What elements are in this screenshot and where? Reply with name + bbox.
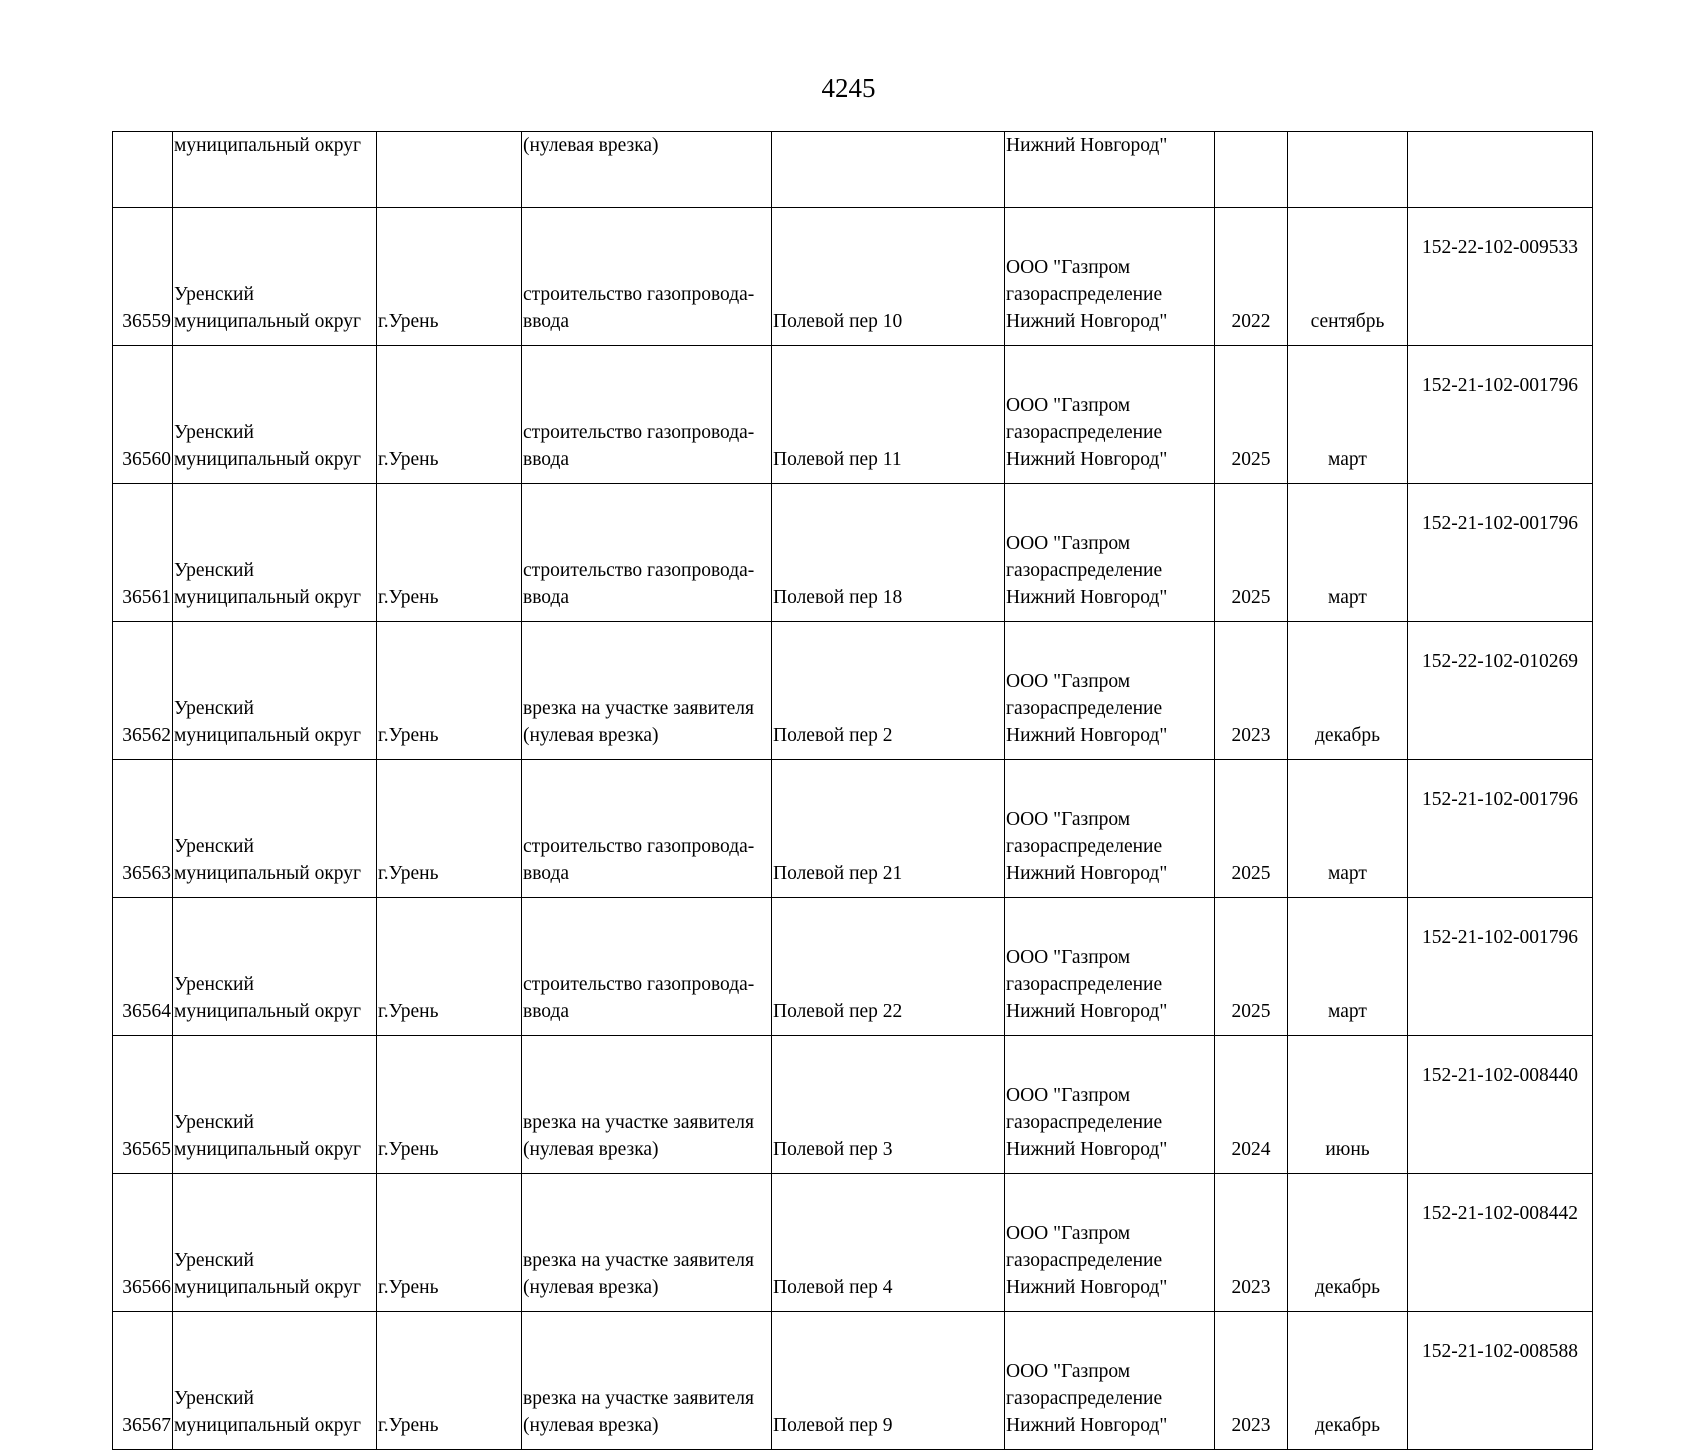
cell-year: 2023 (1215, 622, 1288, 760)
cell-organization: ООО "Газпром газораспределение Нижний Новгород" (1005, 760, 1215, 898)
cell-address: Полевой пер 4 (772, 1174, 1005, 1312)
cell-year: 2022 (1215, 208, 1288, 346)
table-row (113, 208, 1593, 346)
cell-doc-number: 152-22-102-009533 (1408, 208, 1593, 346)
cell-locality: г.Урень (377, 898, 522, 1036)
cell-organization: Нижний Новгород" (1005, 132, 1215, 208)
cell-month: март (1288, 484, 1408, 622)
cell-year: 2023 (1215, 1312, 1288, 1450)
registry-table (112, 131, 1593, 1450)
table-row (113, 484, 1593, 622)
cell-doc-number: 152-21-102-008442 (1408, 1174, 1593, 1312)
cell-locality: г.Урень (377, 1312, 522, 1450)
cell-number: 36559 (113, 208, 173, 346)
table-row (113, 622, 1593, 760)
cell-address: Полевой пер 9 (772, 1312, 1005, 1450)
cell-district: Уренский муниципальный округ (173, 1174, 377, 1312)
table-row (113, 1036, 1593, 1174)
cell-doc-number: 152-21-102-001796 (1408, 484, 1593, 622)
cell-doc-number: 152-21-102-001796 (1408, 346, 1593, 484)
cell-work-type: (нулевая врезка) (522, 132, 772, 208)
cell-year: 2025 (1215, 898, 1288, 1036)
cell-district: муниципальный округ (173, 132, 377, 208)
cell-locality: г.Урень (377, 622, 522, 760)
cell-organization: ООО "Газпром газораспределение Нижний Новгород" (1005, 1174, 1215, 1312)
cell-organization: ООО "Газпром газораспределение Нижний Новгород" (1005, 898, 1215, 1036)
table-row (113, 760, 1593, 898)
cell-work-type: строительство газопровода- ввода (522, 484, 772, 622)
page-number: 4245 (821, 73, 876, 103)
cell-month: март (1288, 346, 1408, 484)
cell-year (1215, 132, 1288, 208)
cell-number: 36561 (113, 484, 173, 622)
cell-district: Уренский муниципальный округ (173, 1036, 377, 1174)
cell-district: Уренский муниципальный округ (173, 346, 377, 484)
cell-address: Полевой пер 11 (772, 346, 1005, 484)
table-row (113, 1312, 1593, 1450)
cell-month (1288, 132, 1408, 208)
cell-locality: г.Урень (377, 760, 522, 898)
cell-month: июнь (1288, 1036, 1408, 1174)
cell-number: 36566 (113, 1174, 173, 1312)
cell-month: март (1288, 898, 1408, 1036)
cell-locality: г.Урень (377, 1036, 522, 1174)
cell-number: 36562 (113, 622, 173, 760)
cell-month: декабрь (1288, 622, 1408, 760)
cell-district: Уренский муниципальный округ (173, 622, 377, 760)
cell-work-type: врезка на участке заявителя (нулевая врезка) (522, 622, 772, 760)
cell-number: 36565 (113, 1036, 173, 1174)
cell-year: 2024 (1215, 1036, 1288, 1174)
cell-locality: г.Урень (377, 346, 522, 484)
cell-doc-number: 152-21-102-001796 (1408, 760, 1593, 898)
cell-locality (377, 132, 522, 208)
cell-organization: ООО "Газпром газораспределение Нижний Новгород" (1005, 1312, 1215, 1450)
cell-district: Уренский муниципальный округ (173, 208, 377, 346)
cell-district: Уренский муниципальный округ (173, 484, 377, 622)
cell-district: Уренский муниципальный округ (173, 760, 377, 898)
cell-year: 2023 (1215, 1174, 1288, 1312)
cell-organization: ООО "Газпром газораспределение Нижний Новгород" (1005, 484, 1215, 622)
cell-year: 2025 (1215, 760, 1288, 898)
cell-address: Полевой пер 22 (772, 898, 1005, 1036)
cell-work-type: врезка на участке заявителя (нулевая врезка) (522, 1036, 772, 1174)
cell-address: Полевой пер 10 (772, 208, 1005, 346)
cell-work-type: врезка на участке заявителя (нулевая врезка) (522, 1174, 772, 1312)
cell-doc-number: 152-21-102-001796 (1408, 898, 1593, 1036)
cell-organization: ООО "Газпром газораспределение Нижний Новгород" (1005, 622, 1215, 760)
cell-month: сентябрь (1288, 208, 1408, 346)
cell-work-type: строительство газопровода- ввода (522, 898, 772, 1036)
cell-work-type: врезка на участке заявителя (нулевая врезка) (522, 1312, 772, 1450)
cell-month: март (1288, 760, 1408, 898)
cell-number: 36563 (113, 760, 173, 898)
cell-number: 36564 (113, 898, 173, 1036)
cell-organization: ООО "Газпром газораспределение Нижний Новгород" (1005, 346, 1215, 484)
cell-district: Уренский муниципальный округ (173, 898, 377, 1036)
cell-locality: г.Урень (377, 484, 522, 622)
table-row (113, 898, 1593, 1036)
cell-locality: г.Урень (377, 1174, 522, 1312)
cell-address: Полевой пер 18 (772, 484, 1005, 622)
cell-number: 36567 (113, 1312, 173, 1450)
table-row (113, 1174, 1593, 1312)
table-row-continued (113, 132, 1593, 208)
cell-doc-number (1408, 132, 1593, 208)
cell-work-type: строительство газопровода- ввода (522, 346, 772, 484)
cell-doc-number: 152-21-102-008588 (1408, 1312, 1593, 1450)
table-row (113, 346, 1593, 484)
cell-organization: ООО "Газпром газораспределение Нижний Новгород" (1005, 208, 1215, 346)
cell-month: декабрь (1288, 1174, 1408, 1312)
cell-number (113, 132, 173, 208)
cell-month: декабрь (1288, 1312, 1408, 1450)
cell-year: 2025 (1215, 346, 1288, 484)
cell-address: Полевой пер 3 (772, 1036, 1005, 1174)
cell-year: 2025 (1215, 484, 1288, 622)
cell-work-type: строительство газопровода- ввода (522, 760, 772, 898)
cell-address: Полевой пер 21 (772, 760, 1005, 898)
cell-address (772, 132, 1005, 208)
cell-address: Полевой пер 2 (772, 622, 1005, 760)
cell-number: 36560 (113, 346, 173, 484)
cell-district: Уренский муниципальный округ (173, 1312, 377, 1450)
cell-doc-number: 152-21-102-008440 (1408, 1036, 1593, 1174)
table-body (113, 132, 1593, 1450)
cell-locality: г.Урень (377, 208, 522, 346)
cell-work-type: строительство газопровода- ввода (522, 208, 772, 346)
cell-organization: ООО "Газпром газораспределение Нижний Новгород" (1005, 1036, 1215, 1174)
cell-doc-number: 152-22-102-010269 (1408, 622, 1593, 760)
